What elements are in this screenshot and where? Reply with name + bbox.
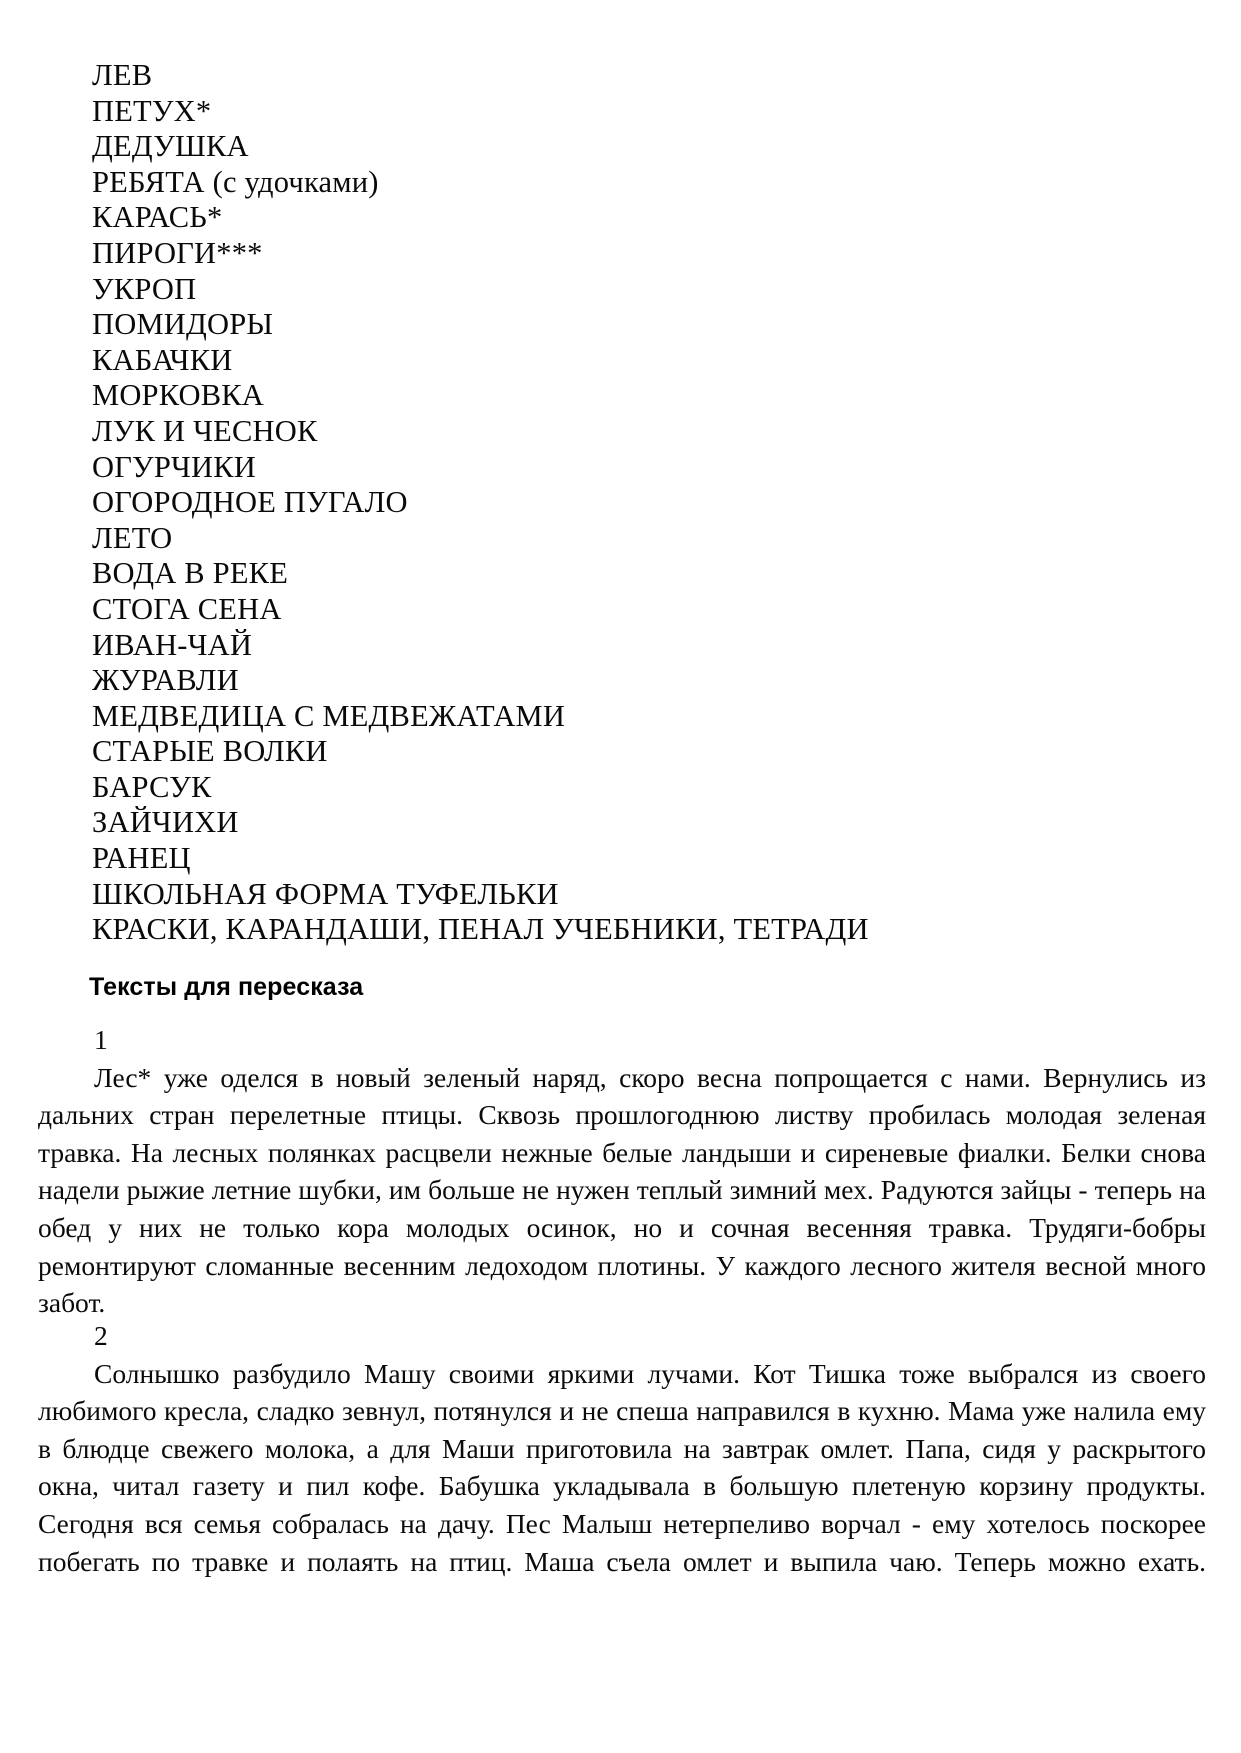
word-list-item: ОГОРОДНОЕ ПУГАЛО [92, 485, 408, 520]
word-list-item: ОГУРЧИКИ [92, 449, 257, 484]
text-paragraph: Лес* уже оделся в новый зеленый наряд, скоро весна попрощается с нами. Вернулись из дальних стран перелетные птицы. Сквозь прошлогоднюю листву пробилась молодая зеленая травка. На лесных полянках расцвели нежные белые ландыши и сиреневые фиалки. Белки снова надели рыжие летние шубки, им больше не нужен теплый зимний мех. Радуются зайцы - теперь на обед у них не только кора молодых осинок, но и сочная весенняя травка. Трудяги-бобры ремонтируют сломанные весенним ледоходом плотины. У каждого лесного жителя весной много забот. [38, 1061, 1206, 1319]
retelling-text-2 [38, 1317, 1206, 1618]
vocabulary-word-list [92, 58, 1152, 948]
word-list-item: ВОДА В РЕКЕ [92, 556, 289, 591]
word-list-item: РАНЕЦ [92, 841, 191, 876]
word-list-item: ПОМИДОРЫ [92, 307, 274, 342]
word-list-item: ЛЕВ [92, 58, 153, 92]
word-list-item: ЛУК И ЧЕСНОК [92, 413, 318, 448]
text-number: 2 [94, 1320, 108, 1351]
word-list-item: ПЕТУХ* [92, 93, 212, 128]
word-list-item: РЕБЯТА (с удочками) [92, 164, 379, 199]
word-list-item: УКРОП [92, 271, 197, 306]
word-list-item: ЖУРАВЛИ [92, 663, 239, 698]
word-list-item: ЛЕТО [92, 520, 173, 555]
word-list-item: ПИРОГИ*** [92, 235, 263, 270]
word-list-item: КАРАСЬ* [92, 200, 223, 235]
word-list-item: МЕДВЕДИЦА С МЕДВЕЖАТАМИ [92, 698, 566, 733]
retelling-text-1 [38, 1021, 1206, 1359]
section-heading: Тексты для пересказа [89, 973, 364, 1001]
text-number: 1 [94, 1024, 108, 1055]
word-list-item: КАБАЧКИ [92, 342, 233, 377]
word-list-item: МОРКОВКА [92, 378, 265, 413]
word-list-item: ЗАЙЧИХИ [92, 805, 239, 840]
word-list-item: ДЕДУШКА [92, 129, 249, 164]
word-list-item: ИВАН-ЧАЙ [92, 627, 253, 662]
word-list-item: СТАРЫЕ ВОЛКИ [92, 734, 328, 769]
word-list-item: КРАСКИ, КАРАНДАШИ, ПЕНАЛ УЧЕБНИКИ, ТЕТРАДИ [92, 912, 869, 947]
text-paragraph: Солнышко разбудило Машу своими яркими лучами. Кот Тишка тоже выбрался из своего любимого кресла, сладко зевнул, потянулся и не спеша направился в кухню. Мама уже налила ему в блюдце свежего молока, а для Маши приготовила на завтрак омлет. Папа, сидя у раскрытого окна, читал газету и пил кофе. Бабушка укладывала в большую плетеную корзину продукты. Сегодня вся семья собралась на дачу. Пес Малыш нетерпеливо ворчал - ему хотелось поскорее побегать по травке и полаять на птиц. Маша съела омлет и выпила чаю. Теперь можно ехать. [38, 1357, 1206, 1577]
word-list-item: БАРСУК [92, 769, 212, 804]
word-list-item: СТОГА СЕНА [92, 591, 282, 626]
word-list-item: ШКОЛЬНАЯ ФОРМА ТУФЕЛЬКИ [92, 876, 559, 911]
